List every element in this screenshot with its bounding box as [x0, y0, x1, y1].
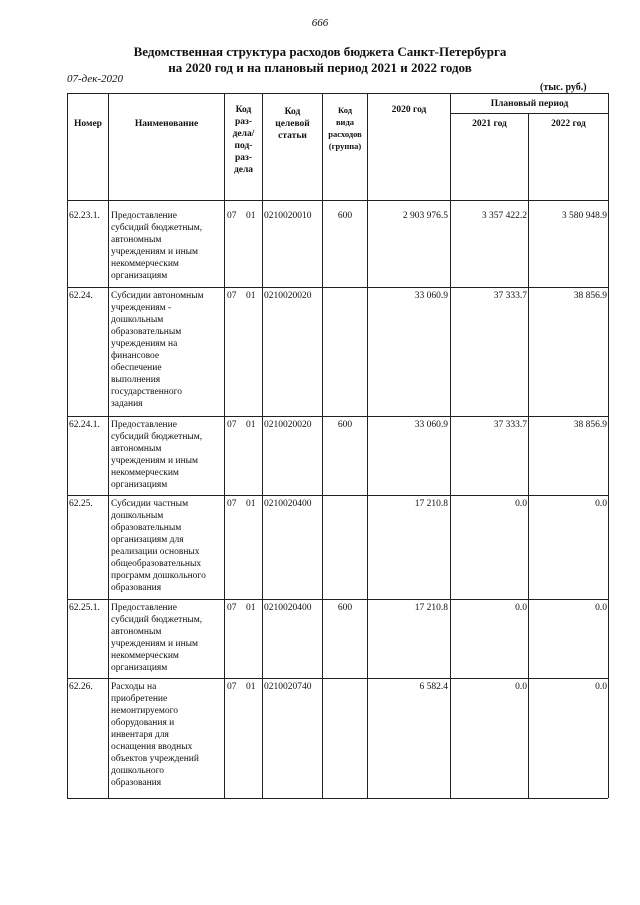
- row-subsection: 01: [246, 499, 256, 509]
- header-name: Наименование: [134, 119, 199, 129]
- row-number: 62.25.: [69, 499, 93, 509]
- row-2020: 2 903 976.5: [402, 211, 448, 221]
- row-name: [111, 681, 223, 789]
- row-name-line: некоммерческим: [111, 651, 179, 661]
- row-name-line: автономным: [111, 235, 162, 245]
- document-title: [0, 44, 640, 76]
- row-section: 07: [227, 682, 237, 692]
- row-name-line: инвентаря для: [111, 730, 169, 740]
- header-2020: 2020 год: [391, 105, 427, 115]
- row-2021: 0.0: [515, 682, 527, 692]
- row-name-line: программ дошкольного: [111, 571, 206, 581]
- row-2021: 3 357 422.2: [481, 211, 527, 221]
- row-divider: [67, 495, 608, 496]
- row-divider: [67, 678, 608, 679]
- row-name-line: дошкольным: [111, 511, 164, 521]
- row-section: 07: [227, 603, 237, 613]
- row-name-line: общеобразовательных: [111, 559, 202, 569]
- row-name-line: субсидий бюджетным,: [111, 223, 203, 233]
- row-number: 62.24.: [69, 291, 93, 301]
- row-name-line: выполнения: [111, 375, 161, 385]
- col-border: [262, 93, 263, 798]
- row-subsection: 01: [246, 420, 256, 430]
- row-subsection: 01: [246, 682, 256, 692]
- header-target: Код целевой статьи: [275, 107, 310, 141]
- row-2020: 6 582.4: [419, 682, 448, 692]
- row-subsection: 01: [246, 603, 256, 613]
- row-name-line: Субсидии частным: [111, 499, 189, 509]
- row-name-line: Субсидии автономным: [111, 291, 204, 301]
- row-name-line: обеспечение: [111, 363, 162, 373]
- row-divider: [67, 416, 608, 417]
- row-2020: 17 210.8: [414, 603, 448, 613]
- row-2022: 0.0: [595, 682, 607, 692]
- row-name-line: задания: [111, 399, 143, 409]
- row-name-line: организациям: [111, 271, 168, 281]
- row-name-line: организациям: [111, 480, 168, 490]
- row-name-line: немонтируемого: [111, 706, 179, 716]
- row-2021: 0.0: [515, 603, 527, 613]
- row-2021: 37 333.7: [493, 420, 527, 430]
- row-2021: 37 333.7: [493, 291, 527, 301]
- row-name-line: некоммерческим: [111, 468, 179, 478]
- row-target: 0210020740: [264, 682, 312, 692]
- row-name-line: учреждениям на: [111, 339, 178, 349]
- row-2020: 33 060.9: [414, 420, 448, 430]
- row-name-line: учреждениям и иным: [111, 639, 199, 649]
- row-name-line: объектов учреждений: [111, 754, 199, 764]
- header-planned-period: Плановый период: [490, 99, 569, 109]
- col-border: [224, 93, 225, 798]
- row-2020: 17 210.8: [414, 499, 448, 509]
- row-name-line: учреждениям и иным: [111, 247, 199, 257]
- row-divider: [67, 287, 608, 288]
- row-name: [111, 290, 223, 410]
- row-target: 0210020020: [264, 420, 312, 430]
- row-name-line: учреждениям -: [111, 303, 172, 313]
- row-2020: 33 060.9: [414, 291, 448, 301]
- row-name-line: организациям: [111, 663, 168, 673]
- row-name-line: учреждениям и иным: [111, 456, 199, 466]
- row-name-line: субсидий бюджетным,: [111, 432, 203, 442]
- row-expense-type: 600: [337, 420, 353, 430]
- row-number: 62.25.1.: [69, 603, 100, 613]
- planned-period-divider: [450, 113, 608, 114]
- row-name-line: организациям для: [111, 535, 184, 545]
- row-number: 62.23.1.: [69, 211, 100, 221]
- row-expense-type: 600: [337, 211, 353, 221]
- row-expense-type: 600: [337, 603, 353, 613]
- row-name-line: некоммерческим: [111, 259, 179, 269]
- row-2022: 0.0: [595, 603, 607, 613]
- row-section: 07: [227, 211, 237, 221]
- title-line-1: Ведомственная структура расходов бюджета Санкт-Петербурга: [133, 44, 507, 59]
- row-section: 07: [227, 291, 237, 301]
- row-2022: 38 856.9: [573, 291, 607, 301]
- row-name-line: образовательным: [111, 327, 182, 337]
- col-border: [67, 93, 68, 798]
- row-name-line: Предоставление: [111, 420, 177, 430]
- row-2022: 38 856.9: [573, 420, 607, 430]
- row-name-line: оснащения вводных: [111, 742, 193, 752]
- header-bottom-border: [67, 200, 608, 201]
- col-border: [608, 93, 609, 798]
- row-section: 07: [227, 420, 237, 430]
- col-border: [108, 93, 109, 798]
- header-section: Код раз- дела/ под- раз- дела: [232, 105, 255, 175]
- table-bottom-border: [67, 798, 608, 799]
- row-name-line: образовательным: [111, 523, 182, 533]
- header-expense-type: Код вида расходов (группа): [328, 105, 362, 151]
- header-2021: 2021 год: [472, 119, 507, 129]
- row-name: [111, 210, 223, 282]
- row-name-line: субсидий бюджетным,: [111, 615, 203, 625]
- row-name-line: финансовое: [111, 351, 160, 361]
- row-subsection: 01: [246, 291, 256, 301]
- row-name-line: автономным: [111, 444, 162, 454]
- row-target: 0210020010: [264, 211, 312, 221]
- row-name-line: образования: [111, 583, 162, 593]
- page-number: 666: [311, 17, 329, 29]
- col-border: [322, 93, 323, 798]
- row-name-line: образования: [111, 778, 162, 788]
- row-name: [111, 498, 223, 594]
- row-name: [111, 602, 223, 674]
- row-target: 0210020020: [264, 291, 312, 301]
- row-divider: [67, 599, 608, 600]
- row-name: [111, 419, 223, 491]
- units-label: (тыс. руб.): [540, 82, 587, 93]
- row-name-line: государственного: [111, 387, 183, 397]
- row-number: 62.26.: [69, 682, 93, 692]
- row-name-line: приобретение: [111, 694, 168, 704]
- row-name-line: дошкольного: [111, 766, 164, 776]
- row-2022: 3 580 948.9: [561, 211, 607, 221]
- row-name-line: автономным: [111, 627, 162, 637]
- row-name-line: оборудования и: [111, 718, 175, 728]
- row-number: 62.24.1.: [69, 420, 100, 430]
- header-2022: 2022 год: [551, 119, 586, 129]
- row-name-line: дошкольным: [111, 315, 164, 325]
- title-line-2: на 2020 год и на плановый период 2021 и 2022 годов: [168, 60, 472, 75]
- document-date: 07-дек-2020: [67, 73, 124, 85]
- row-2022: 0.0: [595, 499, 607, 509]
- row-name-line: Предоставление: [111, 603, 177, 613]
- row-section: 07: [227, 499, 237, 509]
- row-target: 0210020400: [264, 603, 312, 613]
- row-target: 0210020400: [264, 499, 312, 509]
- row-name-line: Предоставление: [111, 211, 177, 221]
- header-number: Номер: [74, 119, 102, 129]
- row-name-line: реализации основных: [111, 547, 200, 557]
- row-2021: 0.0: [515, 499, 527, 509]
- row-name-line: Расходы на: [111, 682, 157, 692]
- row-subsection: 01: [246, 211, 256, 221]
- table-top-border: [67, 93, 608, 94]
